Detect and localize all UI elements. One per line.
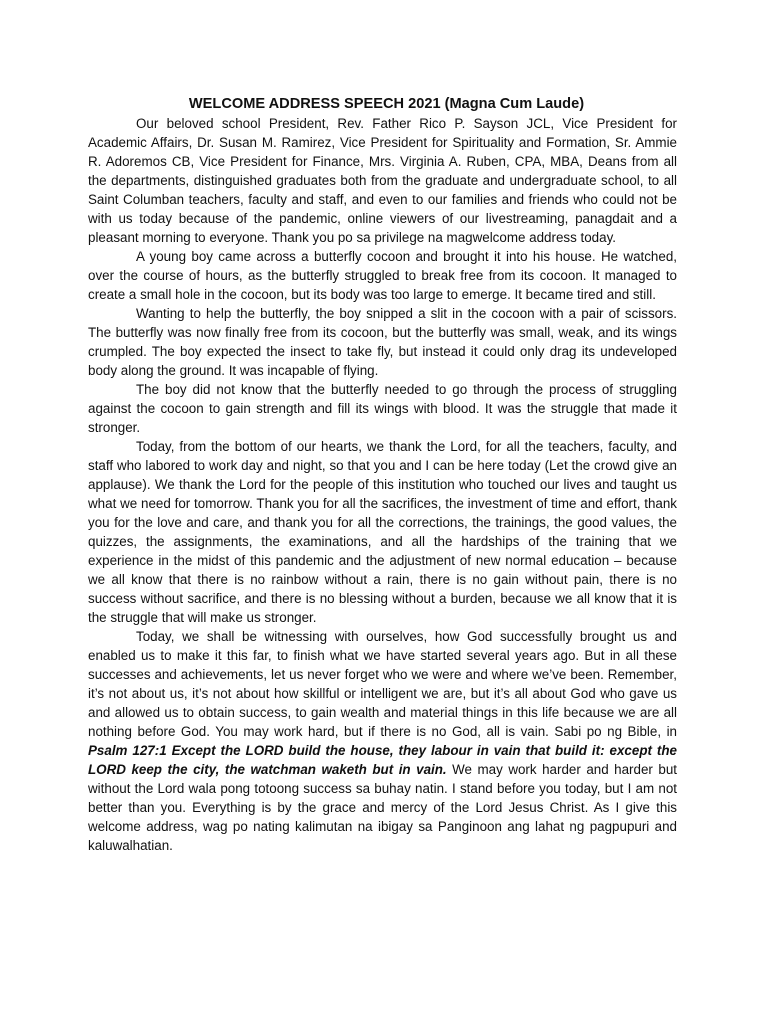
paragraph-struggle-lesson: The boy did not know that the butterfly needed to go through the process of struggling against the cocoon to gain strength and fill its wings with blood. It was the struggle that made it stronger. [88, 382, 677, 435]
paragraph-boy-helps: Wanting to help the butterfly, the boy snipped a slit in the cocoon with a pair of scissors. The butterfly was now finally free from its cocoon, but the butterfly was small, weak, and its wings crumpled. The boy expected the insect to take fly, but instead it could only drag its undeveloped body along the ground. It was incapable of flying. [88, 306, 677, 378]
closing-text-start: Today, we shall be witnessing with ourselves, how God successfully brought us and enabled us to make it this far, to finish what we have started several years ago. But in all these successes and achievements, let us never forget who we were and where we’ve been. Remember, it’s not about us, it’s not about how skillful or intelligent we are, but it’s all about God who gave us and allowed us to obtain success, to gain wealth and material things in this life because we are all nothing before God. You may work hard, but if there is no God, all is vain. Sabi po ng Bible, in [88, 629, 677, 739]
document-page [88, 94, 677, 855]
paragraph-thanks: Today, from the bottom of our hearts, we thank the Lord, for all the teachers, faculty, and staff who labored to work day and night, so that you and I can be here today (Let the crowd give an applause). We thank the Lord for the people of this institution who touched our lives and taught us what we need for tomorrow. Thank you for all the sacrifices, the investment of time and effort, thank you for the love and care, and thank you for all the corrections, the trainings, the good values, the quizzes, the assignments, the examinations, and all the hardships of the training that we experience in the midst of this pandemic and the adjustment of new normal education – because we all know that there is no rainbow without a rain, there is no gain without pain, there is no success without sacrifice, and there is no blessing without a burden, because we all know that it is the struggle that will make us stronger. [88, 439, 677, 625]
closing-text-end: We may work harder and harder but without the Lord wala pong totoong success sa buhay natin. I stand before you today, but I am not better than you. Everything is by the grace and mercy of the Lord Jesus Christ. As I give this welcome address, wag po nating kalimutan na ibigay sa Panginoon ang lahat ng pagpupuri and kaluwalhatian. [88, 762, 677, 853]
paragraph-closing [88, 627, 677, 855]
paragraph-butterfly-story: A young boy came across a butterfly cocoon and brought it into his house. He watched, over the course of hours, as the butterfly struggled to break free from its cocoon. It managed to create a small hole in the cocoon, but its body was too large to emerge. It became tired and still. [88, 249, 677, 302]
paragraph-salutation: Our beloved school President, Rev. Father Rico P. Sayson JCL, Vice President for Academic Affairs, Dr. Susan M. Ramirez, Vice President for Spirituality and Formation, Sr. Ammie R. Adoremos CB, Vice President for Finance, Mrs. Virginia A. Ruben, CPA, MBA, Deans from all the departments, distinguished graduates both from the graduate and undergraduate school, to all Saint Columban teachers, faculty and staff, and even to our families and friends who could not be with us today because of the pandemic, online viewers of our livestreaming, panagdait and a pleasant morning to everyone. Thank you po sa privilege na magwelcome address today. [88, 116, 677, 245]
psalm-verse: Psalm 127:1 Except the LORD build the house, they labour in vain that build it: except the LORD keep the city, the watchman waketh but in vain. [88, 743, 677, 777]
document-title: WELCOME ADDRESS SPEECH 2021 (Magna Cum Laude) [188, 96, 585, 112]
